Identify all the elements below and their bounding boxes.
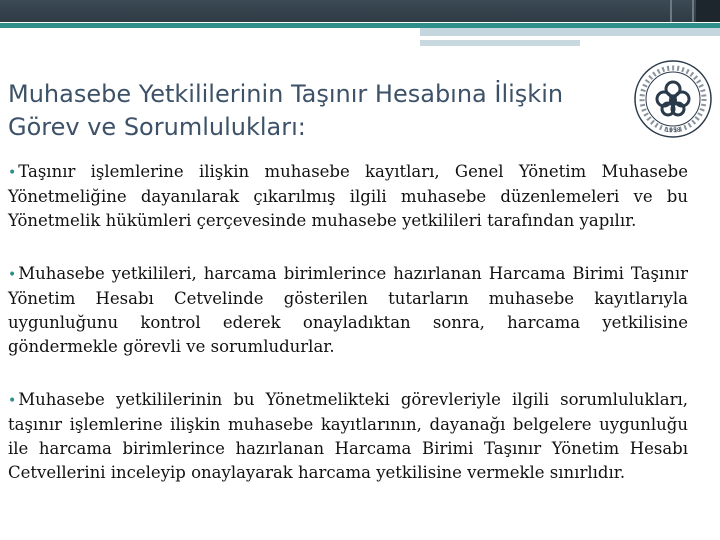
slide-body	[8, 160, 688, 514]
paragraph-2	[8, 262, 688, 359]
top-decor-bar	[0, 0, 720, 22]
paragraph-3	[8, 388, 688, 485]
university-seal-icon	[632, 58, 714, 140]
slide-title	[8, 78, 628, 144]
paragraph-1-text: Taşınır işlemlerine ilişkin muhasebe kayıtları, Genel Yönetim Muhasebe Yönetmeliğine dayanılarak çıkarılmış ilgili muhasebe düzenlemeleri ve bu Yönetmelik hükümleri çerçevesinde muhasebe yetkilileri tarafından yapılır.	[8, 162, 688, 230]
top-decor-blocks	[696, 0, 720, 22]
bullet-icon: •	[8, 267, 17, 283]
slide-title-line1: Muhasebe Yetkililerinin Taşınır Hesabına İlişkin	[8, 80, 564, 108]
paragraph-1	[8, 160, 688, 233]
paragraph-3-text: Muhasebe yetkililerinin bu Yönetmelikteki görevleriyle ilgili sorumlulukları, taşınır işlemlerine ilişkin muhasebe kayıtlarının, dayanağı belgelere uygunluğu ile harcama birimlerince hazırlanan Harcama Birimi Taşınır Yönetim Hesabı Cetvellerini inceleyip onaylayarak harcama yetkilisine vermekle sınırlıdır.	[8, 390, 688, 482]
paragraph-2-text: Muhasebe yetkilileri, harcama birimlerince hazırlanan Harcama Birimi Taşınır Yönetim Hesabı Cetvelinde gösterilen tutarların muhasebe kayıtlarıyla uygunluğunu kontrol ederek onayladıktan sonra, harcama yetkilisine göndermekle görevli ve sorumludurlar.	[8, 264, 688, 356]
slide-title-line2: Görev ve Sorumlulukları:	[8, 113, 306, 141]
accent-strip	[420, 28, 720, 36]
bullet-icon: •	[8, 165, 17, 181]
seal-year: 1958	[665, 127, 681, 134]
bullet-icon: •	[8, 393, 17, 409]
accent-strip-secondary	[420, 40, 580, 46]
